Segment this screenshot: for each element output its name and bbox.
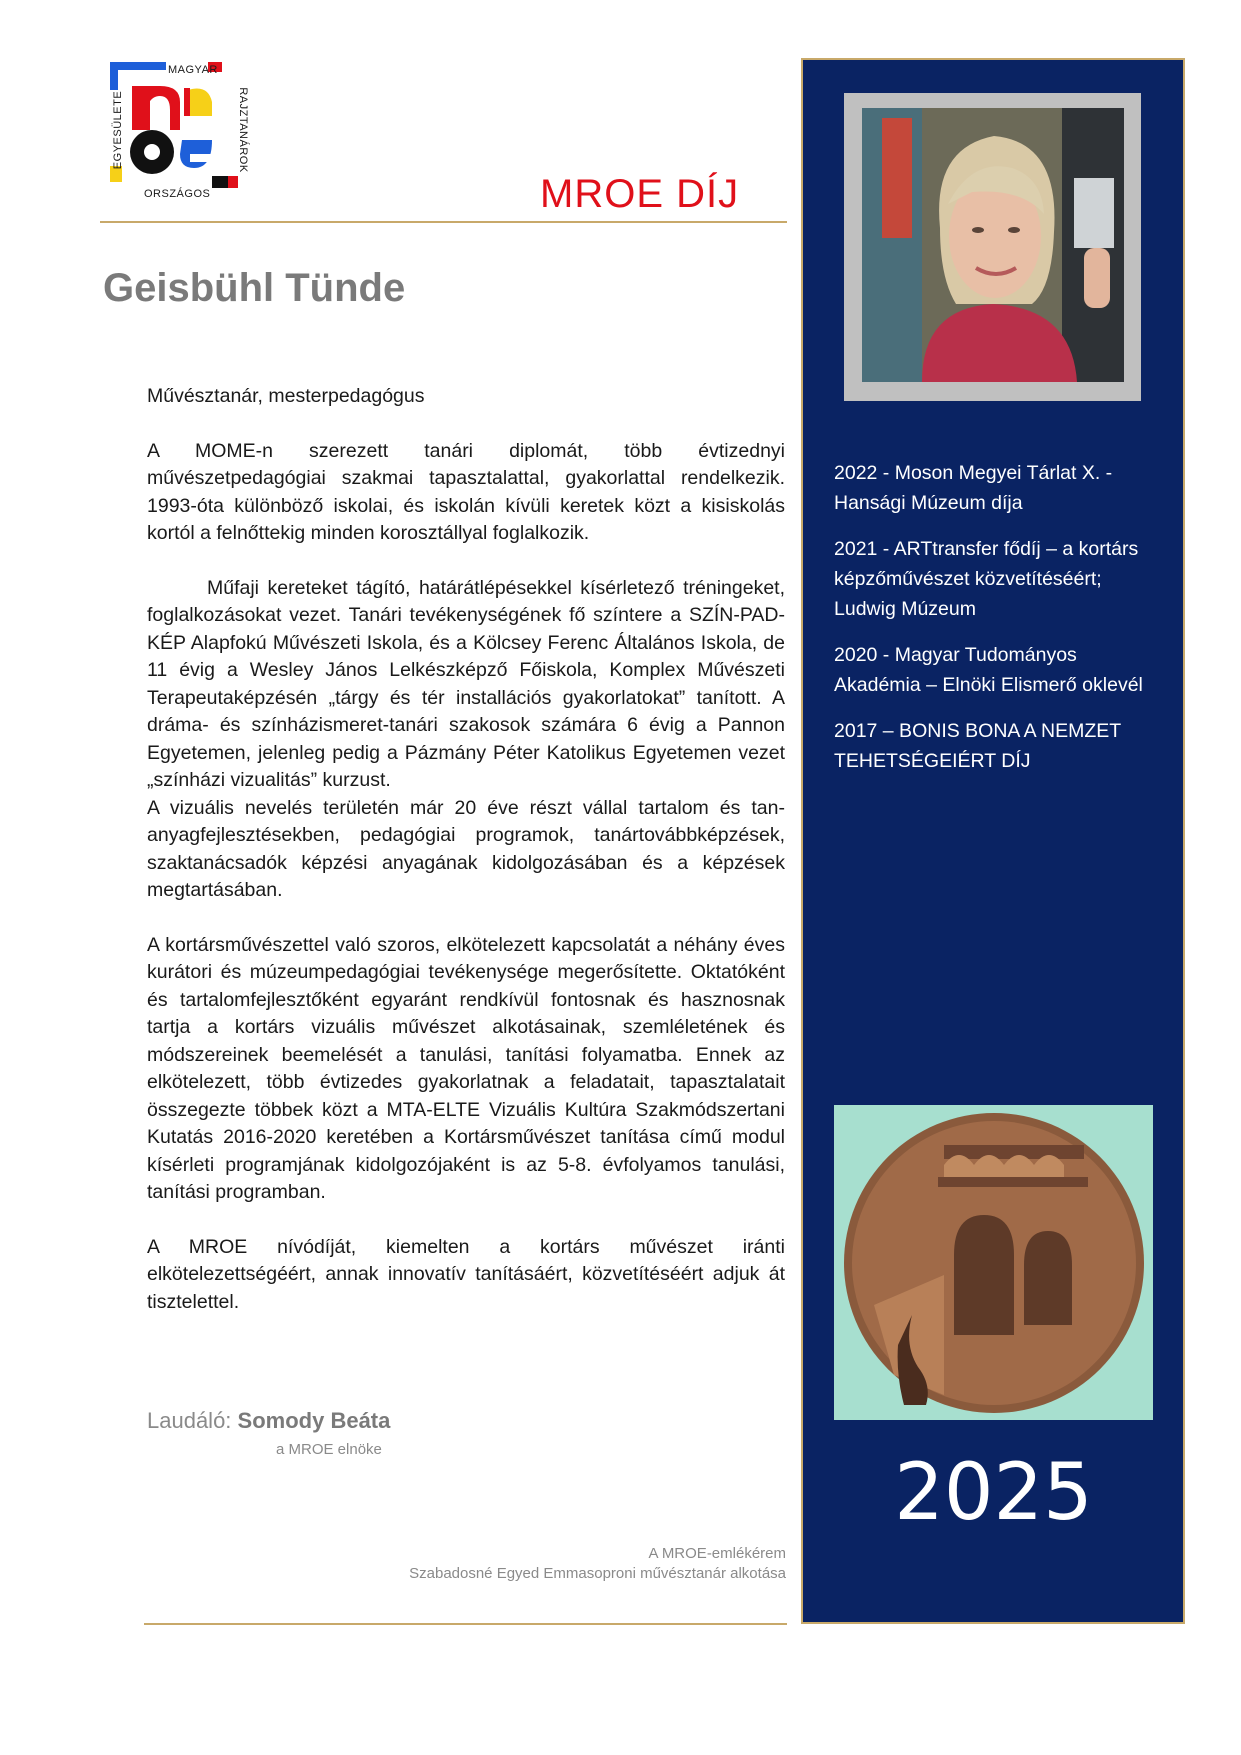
caption-line-2: Szabadosné Egyed Emmasoproni művésztanár alkotása <box>409 1565 786 1582</box>
paragraph-4: A kortársművészettel való szoros, elkötelezett kapcsolatát a néhány éves kurátori és múzeumpedagógiai tevékenysége megerősítette. Oktatóként és tartalomfejlesztőként egyaránt rendkívül fontosnak és hasznosnak tartja a kortárs vizuális művészet alkotásainak, szemléletének és módszereinek beemelését a tanulási, tanítási folyamatba. Ennek az elkötelezett, több évtizedes gyakorlatnak a feladatait, tapasztalatait összegezte többek közt a MTA-ELTE Vizuális Kultúra Szakmódszertani Kutatás 2016-2020 keretében a Kortársművészet tanítása című modul kísérleti programjának kidolgozójaként is az 5-8. évfolyamos tanulási, tanítási programban. <box>147 933 785 1203</box>
award-year: 2025 <box>894 1448 1093 1538</box>
paragraph-2: Műfaji kereteket tágító, határátlépésekkel kísérletező tréningeket, foglalkozásokat vezet. Tanári tevékenységének fő színtere a SZÍN-PAD-KÉP Alapfokú Művészeti Iskola, és a Kölcsey Ferenc Általános Iskola, de 11 évig a Wesley János Lelkészképző Főiskola, Komplex Művészeti Terapeutaképzésén „tárgy és tér installációs gyakorlatokat” tanított. A dráma- és színházismeret-tanári szakosok számára 6 évig a Pannon Egyetemen, jelenleg pedig a Pázmány Péter Katolikus Egyetemen vezet „színházi vizualitás” kurzust. <box>147 576 785 791</box>
logo-text-left: EGYESÜLETE <box>112 90 124 170</box>
mroe-logo-graphic <box>108 62 248 207</box>
laudator <box>147 1408 390 1434</box>
portrait-photo <box>862 108 1124 382</box>
paragraph-3: A vizuális nevelés területén már 20 éve részt vállal tartalom és tan-anyagfejlesztésekben, pedagógiai programok, tanártovábbképzések, szaktanácsadók képzési anyagának kidolgozásában és a képzések megtartásában. <box>147 796 785 901</box>
medal-caption <box>409 1544 786 1584</box>
logo-text-right: RAJZTANÁROK <box>237 87 249 173</box>
laudator-role: a MROE elnöke <box>276 1441 382 1458</box>
award-item: 2022 - Moson Megyei Tárlat X. - Hansági Múzeum díja <box>834 462 1113 514</box>
role-line: Művésztanár, mesterpedagógus <box>147 385 425 407</box>
top-divider <box>100 221 787 223</box>
caption-line-1: A MROE-emlékérem <box>648 1545 786 1562</box>
laudator-name: Somody Beáta <box>237 1408 391 1433</box>
bottom-divider <box>144 1623 787 1625</box>
logo-text-bottom: ORSZÁGOS <box>144 188 211 200</box>
paragraph-1: A MOME-n szerezett tanári diplomát, több évtizednyi művészetpedagógiai szakmai tapasztalattal, gyakorlattal rendelkezik. 1993-óta különböző iskolai, és iskolán kívüli keretek közt a kisiskolás kortól a felnőttekig minden korosztállyal foglalkozik. <box>147 439 785 544</box>
person-name: Geisbühl Tünde <box>103 266 406 310</box>
paragraph-5: A MROE nívódíját, kiemelten a kortárs művészet iránti elkötelezettségéért, annak innovatív tanításáért, közvetítéséért adjuk át tisztelettel. <box>147 1235 785 1313</box>
award-item: 2017 – BONIS BONA A NEMZET TEHETSÉGEIÉRT DÍJ <box>834 720 1121 772</box>
laudator-label: Laudáló: <box>147 1408 232 1433</box>
award-title: MROE DÍJ <box>540 172 740 216</box>
laudation-text <box>147 383 785 1316</box>
award-item: 2021 - ARTtransfer fődíj – a kortárs képzőművészet közvetítéséért; Ludwig Múzeum <box>834 538 1139 620</box>
mroe-logo <box>108 62 248 207</box>
medal-image <box>834 1105 1153 1420</box>
logo-text-top: MAGYAR <box>168 64 218 76</box>
awards-list <box>834 458 1164 792</box>
award-item: 2020 - Magyar Tudományos Akadémia – Elnöki Elismerő oklevél <box>834 644 1143 696</box>
